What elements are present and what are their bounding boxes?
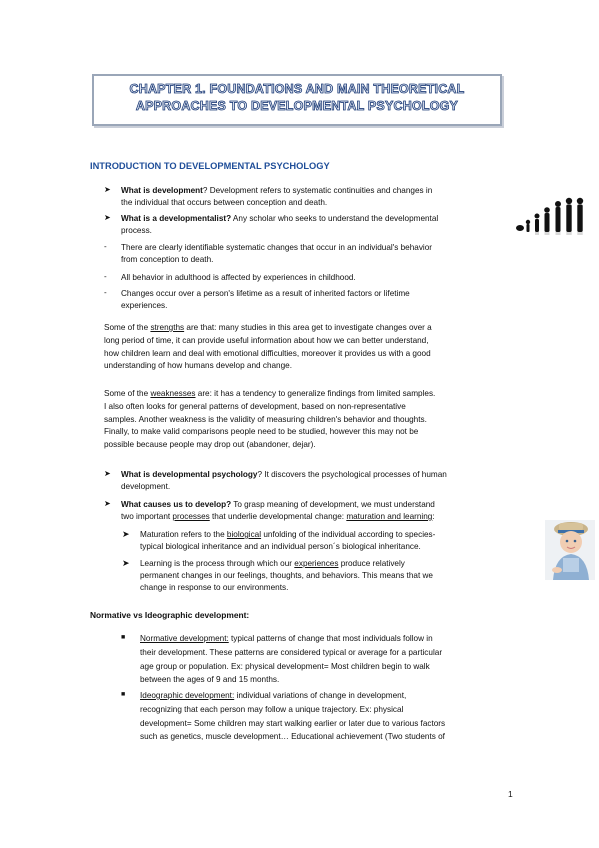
strengths-term: strengths bbox=[150, 323, 185, 332]
normative-vs-ideographic-heading: Normative vs Ideographic development: bbox=[90, 610, 250, 620]
dash-item-3: Changes occur over a person's lifetime as a result of inherited factors or lifetime experiences. bbox=[121, 289, 410, 310]
weaknesses-term: weaknesses bbox=[150, 389, 196, 398]
chapter-title-box bbox=[92, 74, 502, 126]
dash-item-2: All behavior in adulthood is affected by experiences in childhood. bbox=[121, 273, 356, 282]
chapter-title bbox=[94, 81, 500, 115]
question-what-is-development: What is development? Development refers to systematic continuities and changes in the individual that occurs between conception and death. bbox=[121, 186, 433, 207]
arrow-bullet-icon: ➤ bbox=[104, 213, 111, 222]
arrow-bullet-icon: ➤ bbox=[104, 469, 111, 478]
arrow-bullet-icon: ➤ bbox=[122, 529, 130, 539]
arrow-bullet-icon: ➤ bbox=[104, 185, 111, 194]
dash-item-1: There are clearly identifiable systematic changes that occur in an individual's behavior from conception to death. bbox=[121, 243, 433, 264]
strengths-paragraph: Some of the strengths are that: many studies in this area get to investigate changes over a long period of time, it can provide useful information about how we can better understand, how children learn and deal with emotional difficulties, moreover it provides us with a good understanding of how humans develop and change. bbox=[104, 323, 432, 371]
dash-bullet: - bbox=[104, 272, 107, 281]
dash-bullet: - bbox=[104, 242, 107, 251]
dash-bullet: - bbox=[104, 288, 107, 297]
weaknesses-paragraph: Some of the weaknesses are: it has a tendency to generalize findings from limited samples. I also often looks for general patterns of development, based on non-representative samples. Another weakness is the validity of measuring children's behavior and thoughts. Finally, to make valid comparisons people need to be studied, however this may not be possible because people may drop out (abandoner, dejar). bbox=[104, 389, 436, 450]
human-development-silhouettes-icon bbox=[516, 186, 586, 236]
question-what-is-developmentalist: What is a developmentalist? Any scholar who seeks to understand the developmental process. bbox=[121, 214, 439, 235]
page-number: 1 bbox=[508, 789, 513, 799]
ideographic-development-item: Ideographic development: individual variations of change in development, recognizing that each person may follow a unique trajectory. Ex: physical development= Some children may start walking earlier or later due to various factors such as genetics, muscle development… Educational achievement (Two students of bbox=[140, 691, 446, 742]
chapter-title-line-1: CHAPTER 1. FOUNDATIONS AND MAIN THEORETICAL bbox=[129, 82, 465, 96]
square-bullet-icon: ■ bbox=[121, 634, 126, 641]
normative-development-item: Normative development: typical patterns of change that most individuals follow in their development. These patterns are considered typical or average for a particular age group or population. Ex: physical development= Most children begin to walk between the ages of 9 and 15 months. bbox=[140, 634, 443, 685]
arrow-bullet-icon: ➤ bbox=[122, 558, 130, 568]
section-heading: INTRODUCTION TO DEVELOPMENTAL PSYCHOLOGY bbox=[90, 161, 330, 171]
baby-photo bbox=[545, 520, 595, 580]
learning-item: Learning is the process through which our experiences produce relatively permanent changes in our feelings, thoughts, and behaviors. This means that we change in response to our environments. bbox=[140, 559, 433, 592]
chapter-title-line-2: APPROACHES TO DEVELOPMENTAL PSYCHOLOGY bbox=[135, 99, 459, 113]
maturation-item: Maturation refers to the biological unfolding of the individual according to species- typical biological inheritance and an individual person´s biological inheritance. bbox=[140, 530, 436, 551]
arrow-bullet-icon: ➤ bbox=[104, 499, 111, 508]
question-developmental-psychology: What is developmental psychology? It discovers the psychological processes of human development. bbox=[121, 470, 447, 491]
square-bullet-icon: ■ bbox=[121, 691, 126, 698]
question-what-causes-development: What causes us to develop? To grasp meaning of development, we must understand two important processes that underlie developmental change: maturation and learning: bbox=[121, 500, 435, 521]
